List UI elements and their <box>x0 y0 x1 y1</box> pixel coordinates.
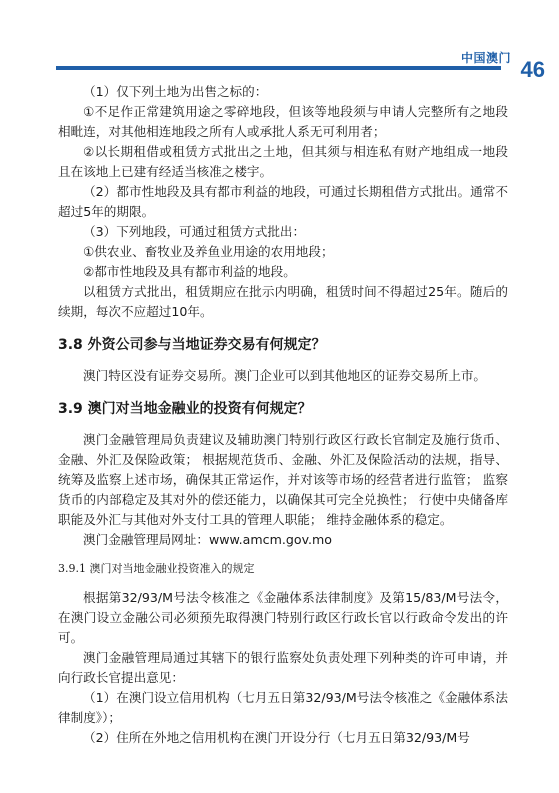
paragraph: （2）都市性地段及具有都市利益的地段，可通过长期租借方式批出。通常不超过5年的期限。 <box>58 184 508 219</box>
page-content <box>58 82 508 748</box>
paragraph: ②以长期租借或租赁方式批出之土地，但其须与相连私有财产地组成一地段且在该地上已建有经适当核准之楼宇。 <box>58 144 508 179</box>
subsection-heading-3-9-1: 3.9.1 澳门对当地金融业投资准入的规定 <box>58 562 255 575</box>
paragraph: ①供农业、畜牧业及养鱼业用途的农用地段； <box>83 244 334 259</box>
paragraph: （1）在澳门设立信用机构（七月五日第32/93/M号法令核准之《金融体系法律制度》）； <box>58 690 508 725</box>
section-heading-3-9: 3.9 澳门对当地金融业的投资有何规定？ <box>58 401 312 417</box>
paragraph: 根据第32/93/M号法令核准之《金融体系法律制度》及第15/83/M号法令，在澳门设立金融公司必须预先取得澳门特别行政区行政长官以行政命令发出的许可。 <box>58 590 508 645</box>
header-label: 中国澳门 <box>460 51 511 65</box>
section-heading-3-8: 3.8 外资公司参与当地证券交易有何规定？ <box>58 337 326 353</box>
website-line: 澳门金融管理局网址：www.amcm.gov.mo <box>83 532 333 547</box>
page-number: 46 <box>520 57 545 82</box>
paragraph: 以租赁方式批出，租赁期应在批示内明确，租赁时间不得超过25年。随后的续期，每次不应超过10年。 <box>58 284 508 319</box>
paragraph: 澳门金融管理局通过其辖下的银行监察处负责处理下列种类的许可申请，并向行政长官提出意见： <box>58 650 508 685</box>
paragraph: ②都市性地段及具有都市利益的地段。 <box>83 264 296 279</box>
paragraph: （1）仅下列土地为出售之标的： <box>83 84 268 99</box>
paragraph: 澳门金融管理局负责建议及辅助澳门特别行政区行政长官制定及施行货币、金融、外汇及保险政策； 根据规范货币、金融、外汇及保险活动的法规，指导、统筹及监察上述市场，确保其正常运作，并对该等市场的经营者进行监管； 监察货币的内部稳定及其对外的偿还能力，以确保其可完全兑换性； 行使中央储备库职能及外汇与其他对外支付工具的管理人职能； 维持金融体系的稳定。 <box>58 432 508 527</box>
paragraph: ①不足作正常建筑用途之零碎地段，但该等地段须与申请人完整所有之地段相毗连，对其他相连地段之所有人或承批人系无可利用者； <box>58 104 508 139</box>
paragraph: （2）住所在外地之信用机构在澳门开设分行（七月五日第32/93/M号 <box>83 730 470 745</box>
paragraph: 澳门特区没有证券交易所。澳门企业可以到其他地区的证券交易所上市。 <box>83 368 486 383</box>
header-rule <box>56 66 501 70</box>
paragraph: （3）下列地段，可通过租赁方式批出： <box>83 224 306 239</box>
